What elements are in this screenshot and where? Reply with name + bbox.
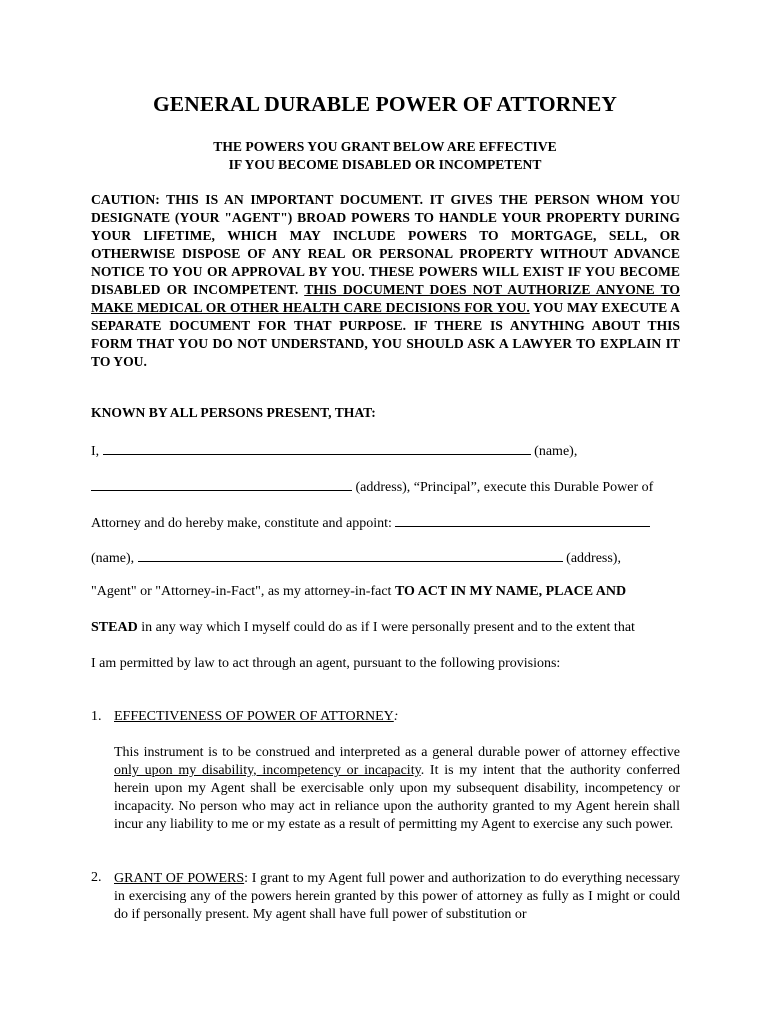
stead-text: in any way which I myself could do as if I were personally present and to the extent that [141, 620, 635, 635]
form-line-stead [91, 620, 635, 636]
principal-name-blank[interactable] [103, 441, 531, 455]
subtitle-line-2: IF YOU BECOME DISABLED OR INCOMPETENT [228, 157, 542, 172]
section-1-body [114, 744, 680, 834]
agent-name-blank[interactable] [395, 513, 650, 527]
form-line-agent-address [91, 548, 621, 567]
section-1-text-2: . It is my intent that the authority conferred herein upon my Agent shall be exercisable only upon my subsequent disability, incompetency or incapacity. No person who may act in reliance upon the authority granted to my Agent herein shall incur any liability to me or my estate as a result of permitting my Agent to exercise any such power. [114, 763, 680, 832]
form-prefix-i: I, [91, 444, 100, 459]
section-2-body [114, 870, 680, 924]
section-2-title: GRANT OF POWERS [114, 871, 245, 886]
form-line-agent-definition [91, 584, 626, 600]
form-line-principal-address [91, 477, 653, 496]
form-label-name-agent: (name), [91, 551, 135, 566]
section-1-number: 1. [91, 709, 102, 724]
form-label-name: (name), [534, 444, 578, 459]
caution-paragraph [91, 191, 680, 371]
form-line-principal-name [91, 441, 577, 460]
known-heading: KNOWN BY ALL PERSONS PRESENT, THAT: [91, 405, 376, 420]
stead-bold: STEAD [91, 620, 138, 635]
provisions-text: I am permitted by law to act through an agent, pursuant to the following provisions: [91, 656, 561, 671]
section-2-heading [91, 870, 114, 886]
subtitle-line-1: THE POWERS YOU GRANT BELOW ARE EFFECTIVE [213, 139, 557, 154]
document-subtitle [0, 138, 770, 174]
caution-text-1: CAUTION: THIS IS AN IMPORTANT DOCUMENT. IT GIVES THE PERSON WHOM YOU DESIGNATE (YOUR "AGENT") BROAD POWERS TO HANDLE YOUR PROPERTY DURING YOUR LIFETIME, WHICH MAY INCLUDE POWERS TO MORTGAGE, SELL, OR OTHERWISE DISPOSE OF ANY REAL OR PERSONAL PROPERTY WITHOUT ADVANCE NOTICE TO YOU OR APPROVAL BY YOU. THESE POWERS WILL EXIST IF YOU BECOME DISABLED OR INCOMPETENT. [91, 192, 680, 297]
form-label-address-agent: (address), [566, 551, 621, 566]
agent-definition-text: "Agent" or "Attorney-in-Fact", as my attorney-in-fact [91, 584, 392, 599]
form-line-provisions [91, 656, 560, 672]
section-2-text: I grant to my Agent full power and authorization to do everything necessary in exercising any of the powers herein granted by this power of attorney as fully as I might or could do if personally present. My agent shall have full power of substitution or [114, 871, 681, 922]
document-title: GENERAL DURABLE POWER OF ATTORNEY [152, 92, 618, 116]
section-2-number: 2. [91, 870, 102, 885]
act-in-name-bold: TO ACT IN MY NAME, PLACE AND [394, 584, 627, 599]
agent-address-blank[interactable] [138, 548, 563, 562]
principal-address-blank[interactable] [91, 477, 352, 491]
section-1-heading [91, 709, 398, 725]
section-1-underlined-text: only upon my disability, incompetency or incapacity [114, 763, 421, 778]
section-1-text-1: This instrument is to be construed and interpreted as a general durable power of attorney effective [114, 745, 680, 760]
caution-text-2: YOU MAY EXECUTE A SEPARATE DOCUMENT FOR THAT PURPOSE. IF THERE IS ANYTHING ABOUT THIS FORM THAT YOU DO NOT UNDERSTAND, YOU SHOULD ASK A LAWYER TO EXPLAIN IT TO YOU. [91, 300, 680, 369]
caution-underlined-text: THIS DOCUMENT DOES NOT AUTHORIZE ANYONE TO MAKE MEDICAL OR OTHER HEALTH CARE DECISIONS FOR YOU. [91, 282, 680, 315]
section-1-title: EFFECTIVENESS OF POWER OF ATTORNEY [114, 709, 394, 724]
section-2-punct: : [244, 871, 249, 886]
form-appoint-text: Attorney and do hereby make, constitute and appoint: [91, 516, 392, 531]
form-line-appoint [91, 513, 650, 532]
section-1-punct: : [393, 709, 399, 724]
form-label-address-principal: (address), “Principal”, execute this Durable Power of [355, 480, 654, 495]
